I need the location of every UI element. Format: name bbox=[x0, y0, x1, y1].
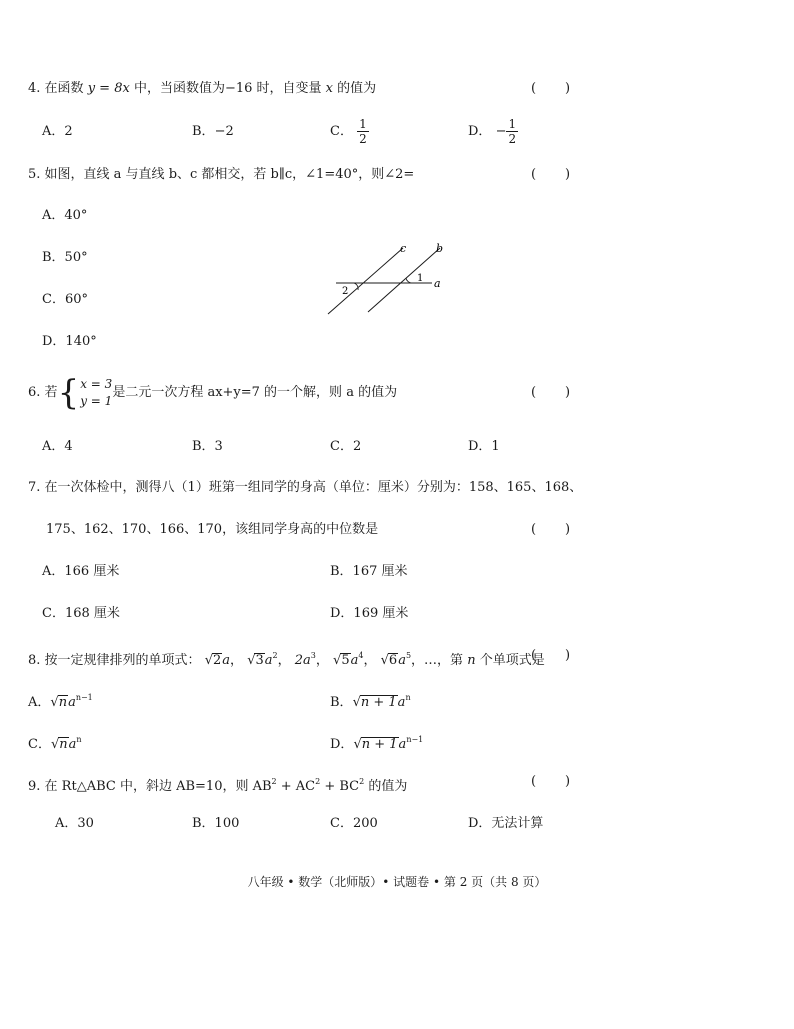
q8-option-b[interactable]: B．$√n + 1a^n$ bbox=[330, 693, 411, 710]
q7-stem-line2: 175、162、170、166、170，该组同学身高的中位数是 bbox=[46, 522, 379, 537]
q9-option-b[interactable]: B．100 bbox=[192, 816, 240, 831]
q8-number: 8. bbox=[28, 653, 41, 668]
label-angle-1: 1 bbox=[417, 273, 424, 284]
q5-text: 如图，直线 a 与直线 b、c 都相交，若 b∥c，∠1=40°，则∠2= bbox=[44, 167, 415, 182]
q4-text-tail: 的值为 bbox=[337, 81, 377, 96]
q6-text-pre: 若 bbox=[44, 385, 58, 400]
q4-text-post: 中，当函数值为−16 时，自变量 bbox=[133, 81, 322, 96]
q4-option-c-fraction: $\frac{1}{2}$ bbox=[359, 117, 367, 146]
q5-option-a[interactable]: A．40° bbox=[42, 208, 88, 223]
q9-option-c[interactable]: C．200 bbox=[330, 816, 378, 831]
q9-number: 9. bbox=[28, 779, 41, 794]
q7-option-c[interactable]: C．168 厘米 bbox=[42, 606, 120, 621]
q6-option-a[interactable]: A．4 bbox=[42, 439, 73, 454]
q4-option-d[interactable]: D． − $\frac{1}{2}$ bbox=[468, 117, 517, 146]
angle-1-arc bbox=[406, 278, 412, 283]
q7-stem-line1 bbox=[28, 479, 582, 497]
q4-text-pre: 在函数 bbox=[44, 81, 84, 96]
line-b bbox=[368, 248, 440, 312]
q8-option-c[interactable]: C．$√na^n$ bbox=[28, 735, 82, 752]
q5-option-d[interactable]: D．140° bbox=[42, 334, 97, 349]
q9-answer-paren[interactable]: ( ) bbox=[531, 774, 571, 789]
label-b: b bbox=[436, 242, 444, 255]
q4-function: y = 8x bbox=[87, 81, 130, 96]
q5-answer-paren[interactable]: ( ) bbox=[531, 167, 571, 182]
q8-stem: 8. 按一定规律排列的单项式： √2a， $√3a^2$， $2a^3$， $√5a^4$， $√6a^5$，…，第 n 个单项式是 bbox=[28, 651, 545, 668]
q5-number: 5. bbox=[28, 167, 41, 182]
q9-option-d[interactable]: D．无法计算 bbox=[468, 816, 544, 831]
q6-stem bbox=[28, 372, 398, 413]
q8-option-d[interactable]: D．$√n + 1a^{n-1}$ bbox=[330, 735, 424, 752]
label-c: c bbox=[400, 242, 407, 255]
brace-icon: { bbox=[57, 372, 80, 413]
q6-option-c[interactable]: C．2 bbox=[330, 439, 362, 454]
q8-term-5: $√6a^5$ bbox=[380, 651, 412, 668]
page-footer: 八年级 • 数学（北师版）• 试题卷 • 第 2 页（共 8 页） bbox=[247, 875, 547, 889]
q4-option-c[interactable]: C． $\frac{1}{2}$ bbox=[330, 117, 367, 146]
q6-answer-paren[interactable]: ( ) bbox=[531, 385, 571, 400]
q4-number: 4. bbox=[28, 81, 41, 96]
q7-option-b[interactable]: B．167 厘米 bbox=[330, 564, 408, 579]
q5-stem bbox=[28, 166, 414, 184]
q4-option-a[interactable]: A．2 bbox=[42, 124, 73, 139]
q7-answer-paren[interactable]: ( ) bbox=[531, 522, 571, 537]
q8-term-3: $2a^3$ bbox=[294, 651, 316, 668]
q8-term-1: √2a bbox=[204, 653, 231, 668]
label-a: a bbox=[434, 277, 441, 290]
q7-number: 7. bbox=[28, 480, 41, 495]
q4-option-d-fraction: $\frac{1}{2}$ bbox=[508, 117, 517, 146]
q4-answer-paren[interactable]: ( ) bbox=[531, 81, 571, 96]
q5-figure bbox=[320, 238, 450, 320]
q5-option-b[interactable]: B．50° bbox=[42, 250, 88, 265]
q8-text: 按一定规律排列的单项式： bbox=[44, 653, 201, 668]
line-c bbox=[328, 248, 403, 314]
q8-answer-paren[interactable]: ( ) bbox=[531, 648, 571, 663]
q9-option-a[interactable]: A．30 bbox=[55, 816, 94, 831]
q6-text-post: 是二元一次方程 ax+y=7 的一个解，则 a 的值为 bbox=[112, 385, 398, 400]
q6-option-b[interactable]: B．3 bbox=[192, 439, 223, 454]
q6-equation-system bbox=[57, 372, 113, 413]
q7-option-d[interactable]: D．169 厘米 bbox=[330, 606, 409, 621]
label-angle-2: 2 bbox=[342, 286, 349, 297]
q7-option-a[interactable]: A．166 厘米 bbox=[42, 564, 120, 579]
q4-variable: x bbox=[325, 81, 334, 96]
q6-eq2: y = 1 bbox=[80, 393, 113, 408]
q9-stem: 9. 在 Rt△ABC 中，斜边 AB=10，则 $AB^2 + AC^2 + BC^2$ 的值为 bbox=[28, 777, 408, 794]
q4-option-b[interactable]: B．−2 bbox=[192, 124, 234, 139]
q4-stem bbox=[28, 80, 376, 98]
q8-term-4: $√5a^4$ bbox=[333, 651, 364, 668]
q6-number: 6. bbox=[28, 385, 41, 400]
q6-eq1: x = 3 bbox=[80, 376, 113, 391]
q7-text-line1: 在一次体检中，测得八（1）班第一组同学的身高（单位：厘米）分别为：158、165、168、 bbox=[44, 480, 583, 495]
q6-option-d[interactable]: D．1 bbox=[468, 439, 500, 454]
q5-option-c[interactable]: C．60° bbox=[42, 292, 88, 307]
q8-option-a[interactable]: A．$√na^{n-1}$ bbox=[28, 693, 93, 710]
q8-term-2: $√3a^2$ bbox=[247, 651, 278, 668]
